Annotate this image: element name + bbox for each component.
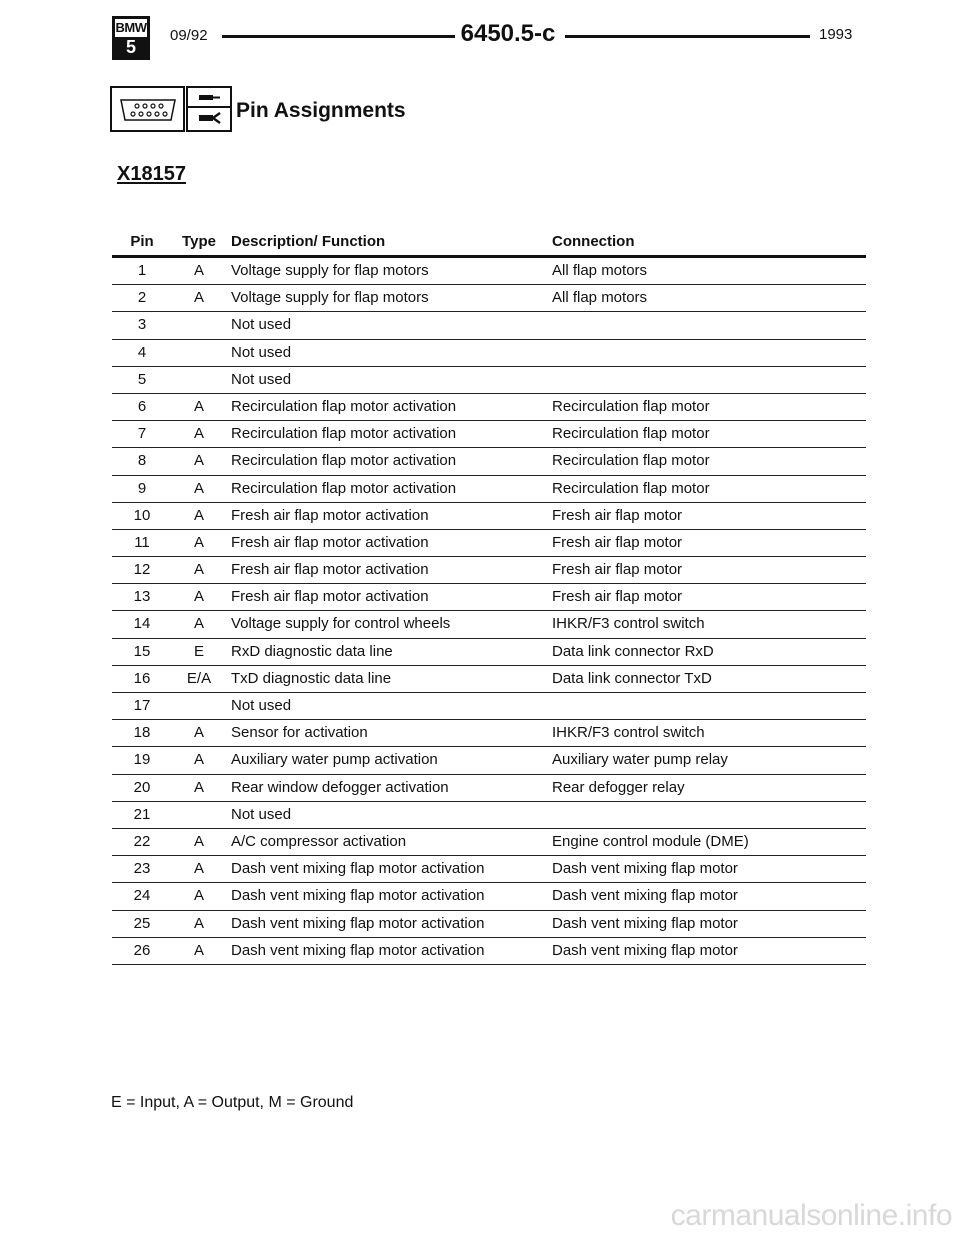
connection-cell: Recirculation flap motor — [552, 397, 710, 415]
description-cell: Recirculation flap motor activation — [231, 452, 457, 470]
table-row — [112, 584, 866, 611]
type-cell: A — [193, 397, 204, 415]
document-number: 6450.5-c — [460, 20, 556, 47]
pin-cell: 21 — [133, 805, 151, 823]
description-cell: Not used — [231, 343, 292, 361]
type-cell: A — [193, 588, 204, 606]
table-row — [112, 557, 866, 584]
header-description: Description/ Function — [231, 233, 386, 250]
table-row — [112, 911, 866, 938]
connection-cell: Dash vent mixing flap motor — [552, 914, 738, 932]
connection-cell: All flap motors — [552, 262, 648, 279]
type-cell: A — [193, 941, 204, 959]
type-cell: A — [193, 425, 204, 443]
table-row — [112, 693, 866, 720]
table-row — [112, 611, 866, 638]
pin-cell: 26 — [133, 941, 151, 959]
pin-cell: 18 — [133, 724, 151, 742]
connection-cell: Dash vent mixing flap motor — [552, 860, 738, 878]
description-cell: Fresh air flap motor activation — [231, 533, 429, 551]
pin-cell: 4 — [137, 343, 147, 361]
connector-pins-icon — [110, 86, 185, 132]
connection-cell: Recirculation flap motor — [552, 479, 710, 497]
connection-cell: Fresh air flap motor — [552, 506, 683, 524]
pin-cell: 22 — [133, 832, 151, 850]
connection-cell: Fresh air flap motor — [552, 588, 683, 606]
table-row — [112, 503, 866, 530]
pin-cell: 20 — [133, 778, 151, 796]
table-row — [112, 285, 866, 312]
table-row — [112, 258, 866, 285]
type-cell: A — [193, 561, 204, 579]
pin-cell: 7 — [137, 425, 147, 443]
type-cell: E/A — [186, 669, 212, 687]
header-year: 1993 — [819, 26, 853, 43]
description-cell: Voltage supply for flap motors — [231, 262, 429, 279]
connection-cell: Fresh air flap motor — [552, 533, 683, 551]
pin-cell: 3 — [137, 316, 147, 334]
table-row — [112, 367, 866, 394]
pin-cell: 6 — [137, 397, 147, 415]
description-cell: Fresh air flap motor activation — [231, 588, 429, 606]
pin-cell: 17 — [133, 697, 151, 714]
pin-cell: 16 — [133, 669, 151, 687]
type-legend-footnote: E = Input, A = Output, M = Ground — [111, 1094, 354, 1111]
description-cell: Dash vent mixing flap motor activation — [231, 914, 485, 932]
description-cell: Not used — [231, 370, 292, 388]
header-rule-left — [222, 35, 455, 38]
table-row — [112, 476, 866, 503]
type-cell: A — [193, 778, 204, 796]
connection-cell: Recirculation flap motor — [552, 452, 710, 470]
table-row — [112, 530, 866, 557]
pin-cell: 9 — [137, 479, 147, 497]
section-title: Pin Assignments — [236, 99, 406, 122]
table-row — [112, 639, 866, 666]
description-cell: Not used — [231, 697, 292, 714]
description-cell: A/C compressor activation — [231, 832, 407, 850]
connection-cell: IHKR/F3 control switch — [552, 615, 705, 633]
pin-cell: 24 — [133, 887, 151, 905]
type-cell: E — [193, 642, 204, 660]
description-cell: Voltage supply for control wheels — [231, 615, 451, 633]
connection-cell: Rear defogger relay — [552, 778, 685, 796]
description-cell: Auxiliary water pump activation — [231, 751, 438, 769]
description-cell: TxD diagnostic data line — [231, 669, 392, 687]
header-pin: Pin — [130, 233, 154, 250]
table-row — [112, 775, 866, 802]
table-row — [112, 448, 866, 475]
description-cell: Recirculation flap motor activation — [231, 397, 457, 415]
type-cell: A — [193, 262, 204, 279]
type-cell: A — [193, 914, 204, 932]
type-cell: A — [193, 506, 204, 524]
table-row — [112, 340, 866, 367]
pin-cell: 25 — [133, 914, 151, 932]
type-cell: A — [193, 479, 204, 497]
type-cell: A — [193, 751, 204, 769]
description-cell: Not used — [231, 805, 292, 823]
type-cell: A — [193, 289, 204, 307]
logo-series-text: 5 — [115, 37, 147, 57]
header-rule-right — [565, 35, 810, 38]
connection-cell: Fresh air flap motor — [552, 561, 683, 579]
table-row — [112, 938, 866, 965]
description-cell: Dash vent mixing flap motor activation — [231, 860, 485, 878]
pin-cell: 5 — [137, 370, 147, 388]
description-cell: Voltage supply for flap motors — [231, 289, 429, 307]
description-cell: Sensor for activation — [231, 724, 368, 742]
header-type: Type — [182, 233, 216, 250]
table-row — [112, 421, 866, 448]
pin-cell: 13 — [133, 588, 151, 606]
type-cell: A — [193, 832, 204, 850]
pin-cell: 12 — [133, 561, 151, 579]
type-cell: A — [193, 615, 204, 633]
connection-cell: Dash vent mixing flap motor — [552, 887, 738, 905]
description-cell: Not used — [231, 316, 292, 334]
connection-cell: Dash vent mixing flap motor — [552, 941, 738, 959]
table-row — [112, 747, 866, 774]
table-row — [112, 802, 866, 829]
table-body — [112, 258, 866, 965]
table-row — [112, 829, 866, 856]
description-cell: Dash vent mixing flap motor activation — [231, 887, 485, 905]
pin-cell: 10 — [133, 506, 151, 524]
table-row — [112, 312, 866, 339]
table-row — [112, 856, 866, 883]
description-cell: Fresh air flap motor activation — [231, 506, 429, 524]
connection-cell: Data link connector RxD — [552, 642, 714, 660]
connection-cell: Engine control module (DME) — [552, 832, 749, 850]
table-header-row — [112, 228, 866, 255]
description-cell: Recirculation flap motor activation — [231, 479, 457, 497]
description-cell: RxD diagnostic data line — [231, 642, 393, 660]
description-cell: Rear window defogger activation — [231, 778, 449, 796]
connection-cell: Recirculation flap motor — [552, 425, 710, 443]
description-cell: Fresh air flap motor activation — [231, 561, 429, 579]
type-cell: A — [193, 724, 204, 742]
connection-cell: Auxiliary water pump relay — [552, 751, 728, 769]
table-row — [112, 883, 866, 910]
pin-cell: 19 — [133, 751, 151, 769]
connection-cell: All flap motors — [552, 289, 648, 307]
connection-cell: IHKR/F3 control switch — [552, 724, 705, 742]
connection-cell: Data link connector TxD — [552, 669, 712, 687]
description-cell: Dash vent mixing flap motor activation — [231, 941, 485, 959]
pin-cell: 14 — [133, 615, 151, 633]
logo-brand-text: BMW — [115, 19, 147, 39]
pin-cell: 23 — [133, 860, 151, 878]
table-row — [112, 394, 866, 421]
watermark: carmanualsonline.info — [670, 1199, 952, 1232]
pin-cell: 11 — [134, 533, 150, 551]
table-row — [112, 666, 866, 693]
header-date: 09/92 — [170, 27, 208, 44]
pin-cell: 2 — [137, 289, 147, 307]
header-connection: Connection — [552, 233, 635, 250]
connector-id: X18157 — [117, 163, 186, 185]
type-cell: A — [193, 533, 204, 551]
description-cell: Recirculation flap motor activation — [231, 425, 457, 443]
pin-assignment-table — [112, 228, 866, 965]
pin-cell: 8 — [137, 452, 147, 470]
bmw-5-series-logo — [112, 16, 150, 60]
table-row — [112, 720, 866, 747]
type-cell: A — [193, 860, 204, 878]
type-cell: A — [193, 887, 204, 905]
type-cell: A — [193, 452, 204, 470]
pin-cell: 1 — [137, 262, 147, 279]
pin-cell: 15 — [133, 642, 151, 660]
input-output-arrows-icon — [186, 86, 232, 132]
